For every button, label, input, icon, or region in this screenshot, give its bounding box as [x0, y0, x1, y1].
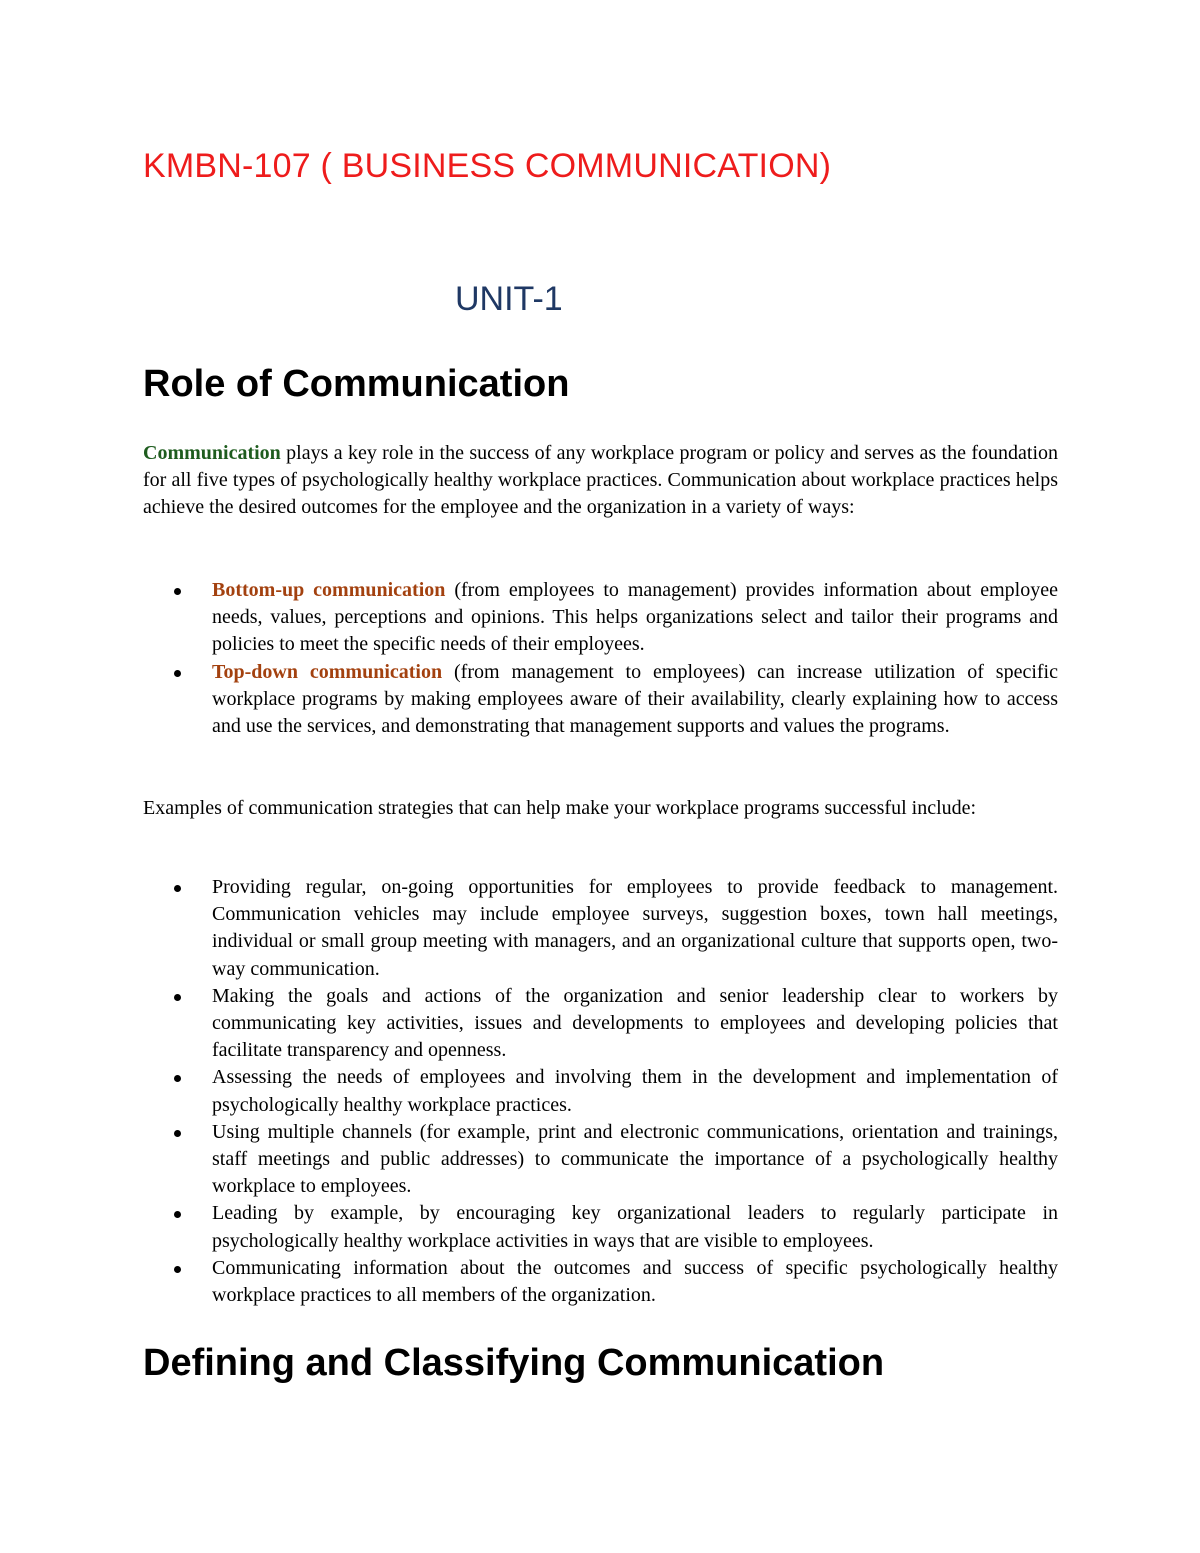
list-item — [143, 874, 1058, 983]
list-item — [143, 1064, 1058, 1118]
strategy-text: Providing regular, on-going opportunities for employees to provide feedback to management. Communication vehicles may include employee surveys, suggestion boxes, town hall meetings, individual or small group meeting with managers, and an organizational culture that supports open, two-way communication. — [212, 876, 1058, 980]
strategy-text: Using multiple channels (for example, print and electronic communications, orientation and trainings, staff meetings and public addresses) to communicate the importance of a psychologically healthy workplace to employees. — [212, 1120, 1058, 1198]
top-down-term: Top-down communication — [212, 660, 443, 683]
bullet-icon — [174, 1211, 181, 1218]
communication-direction-list — [143, 577, 1058, 740]
bullet-icon — [174, 1130, 181, 1137]
list-item — [143, 1119, 1058, 1201]
strategy-text: Making the goals and actions of the organization and senior leadership clear to workers by communicating key activities, issues and developments to employees and developing policies that facilitate transparency and openness. — [212, 984, 1058, 1062]
bullet-icon — [174, 1075, 181, 1082]
bottom-up-term: Bottom-up communication — [212, 579, 446, 601]
intro-text: plays a key role in the success of any workplace program or policy and serves as the foundation for all five types of psychologically healthy workplace practices. Communication about workplace practices helps achieve the desired outcomes for the employee and the organization in a variety of ways: — [143, 442, 1058, 519]
bottom-up-text: (from employees to management) provides information about employee needs, values, perceptions and opinions. This helps organizations select and tailor their programs and policies to meet the specific needs of their employees. — [212, 579, 1058, 656]
top-down-text: (from management to employees) can increase utilization of specific workplace programs by making employees aware of their availability, clearly explaining how to access and use the services, and demonstrating that management supports and values the programs. — [212, 660, 1058, 738]
strategy-text: Leading by example, by encouraging key organizational leaders to regularly participate in psychologically healthy workplace activities in ways that are visible to employees. — [212, 1202, 1058, 1252]
unit-title: UNIT-1 — [455, 280, 563, 318]
course-title: KMBN-107 ( BUSINESS COMMUNICATION) — [143, 147, 832, 185]
section-heading-defining: Defining and Classifying Communication — [143, 1342, 885, 1384]
bullet-icon — [174, 1266, 181, 1273]
strategy-list — [143, 874, 1058, 1309]
intro-term: Communication — [143, 442, 281, 464]
bullet-icon — [174, 588, 181, 595]
strategy-text: Assessing the needs of employees and involving them in the development and implementation of psychologically healthy workplace practices. — [212, 1066, 1058, 1116]
list-item — [143, 659, 1058, 741]
bullet-icon — [174, 994, 181, 1001]
intro-paragraph — [143, 440, 1058, 522]
list-item — [143, 577, 1058, 659]
list-item — [143, 983, 1058, 1065]
strategy-text: Communicating information about the outcomes and success of specific psychologically healthy workplace practices to all members of the organization. — [212, 1256, 1058, 1307]
section-heading-role: Role of Communication — [143, 363, 570, 405]
list-item — [143, 1255, 1058, 1309]
bullet-icon — [174, 885, 181, 892]
examples-intro-paragraph: Examples of communication strategies that can help make your workplace programs successful include: — [143, 797, 977, 819]
bullet-icon — [174, 670, 181, 677]
list-item — [143, 1200, 1058, 1254]
